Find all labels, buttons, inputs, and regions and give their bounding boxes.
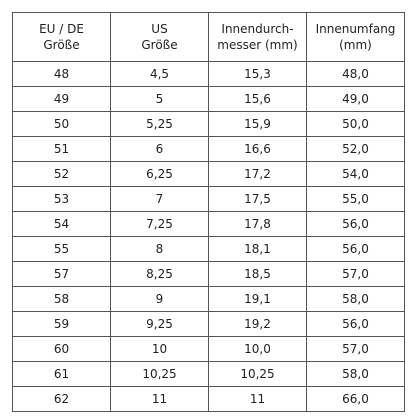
inner-diameter-cell: 15,9: [209, 112, 307, 137]
inner-diameter-cell: 10,25: [209, 362, 307, 387]
inner-diameter-cell: 10,0: [209, 337, 307, 362]
inner-diameter-cell: 15,3: [209, 62, 307, 87]
us-size-cell: 9: [111, 287, 209, 312]
inner-diameter-cell: 19,2: [209, 312, 307, 337]
us-size-cell: 10,25: [111, 362, 209, 387]
us-size-cell: 8: [111, 237, 209, 262]
header-inner-diameter: [209, 13, 307, 62]
inner-diameter-cell: 11: [209, 387, 307, 412]
us-size-cell: 4,5: [111, 62, 209, 87]
table-row: [13, 287, 405, 312]
table-row: [13, 87, 405, 112]
inner-diameter-cell: 17,5: [209, 187, 307, 212]
header-us-size: [111, 13, 209, 62]
table-row: [13, 237, 405, 262]
us-size-cell: 10: [111, 337, 209, 362]
eu-de-size-cell: 57: [13, 262, 111, 287]
eu-de-size-cell: 50: [13, 112, 111, 137]
table-row: [13, 387, 405, 412]
inner-circumference-cell: 55,0: [307, 187, 405, 212]
header-line: messer (mm): [217, 38, 298, 52]
table-row: [13, 137, 405, 162]
table-row: [13, 337, 405, 362]
us-size-cell: 6: [111, 137, 209, 162]
table-row: [13, 187, 405, 212]
table-row: [13, 112, 405, 137]
inner-circumference-cell: 58,0: [307, 362, 405, 387]
header-line: Innendurch-: [221, 21, 294, 36]
inner-diameter-cell: 17,2: [209, 162, 307, 187]
eu-de-size-cell: 48: [13, 62, 111, 87]
header-line: Innenumfang: [315, 21, 396, 36]
table-row: [13, 312, 405, 337]
inner-circumference-cell: 58,0: [307, 287, 405, 312]
header-row: [13, 13, 405, 62]
inner-circumference-cell: 66,0: [307, 387, 405, 412]
us-size-cell: 11: [111, 387, 209, 412]
eu-de-size-cell: 51: [13, 137, 111, 162]
table-row: [13, 62, 405, 87]
inner-circumference-cell: 52,0: [307, 137, 405, 162]
inner-diameter-cell: 18,1: [209, 237, 307, 262]
ring-size-table: [12, 12, 405, 412]
eu-de-size-cell: 55: [13, 237, 111, 262]
inner-diameter-cell: 15,6: [209, 87, 307, 112]
inner-diameter-cell: 18,5: [209, 262, 307, 287]
inner-circumference-cell: 50,0: [307, 112, 405, 137]
us-size-cell: 8,25: [111, 262, 209, 287]
eu-de-size-cell: 52: [13, 162, 111, 187]
eu-de-size-cell: 49: [13, 87, 111, 112]
us-size-cell: 9,25: [111, 312, 209, 337]
table-row: [13, 262, 405, 287]
eu-de-size-cell: 58: [13, 287, 111, 312]
us-size-cell: 7,25: [111, 212, 209, 237]
inner-circumference-cell: 48,0: [307, 62, 405, 87]
eu-de-size-cell: 61: [13, 362, 111, 387]
inner-circumference-cell: 54,0: [307, 162, 405, 187]
inner-circumference-cell: 57,0: [307, 337, 405, 362]
table-header: [13, 13, 405, 62]
header-inner-circumference: [307, 13, 405, 62]
inner-circumference-cell: 57,0: [307, 262, 405, 287]
inner-circumference-cell: 56,0: [307, 237, 405, 262]
inner-circumference-cell: 49,0: [307, 87, 405, 112]
inner-diameter-cell: 16,6: [209, 137, 307, 162]
table-body: [13, 62, 405, 412]
inner-circumference-cell: 56,0: [307, 312, 405, 337]
inner-diameter-cell: 19,1: [209, 287, 307, 312]
inner-circumference-cell: 56,0: [307, 212, 405, 237]
us-size-cell: 7: [111, 187, 209, 212]
header-line: Größe: [141, 38, 178, 52]
table-row: [13, 212, 405, 237]
inner-diameter-cell: 17,8: [209, 212, 307, 237]
header-line: Größe: [43, 38, 80, 52]
table-row: [13, 362, 405, 387]
eu-de-size-cell: 53: [13, 187, 111, 212]
table-row: [13, 162, 405, 187]
header-line: US: [151, 21, 168, 36]
eu-de-size-cell: 54: [13, 212, 111, 237]
us-size-cell: 5: [111, 87, 209, 112]
eu-de-size-cell: 62: [13, 387, 111, 412]
us-size-cell: 5,25: [111, 112, 209, 137]
ring-size-table-container: [12, 12, 404, 406]
us-size-cell: 6,25: [111, 162, 209, 187]
eu-de-size-cell: 59: [13, 312, 111, 337]
header-line: EU / DE: [39, 21, 84, 36]
eu-de-size-cell: 60: [13, 337, 111, 362]
header-line: (mm): [339, 38, 372, 52]
header-eu-de-size: [13, 13, 111, 62]
